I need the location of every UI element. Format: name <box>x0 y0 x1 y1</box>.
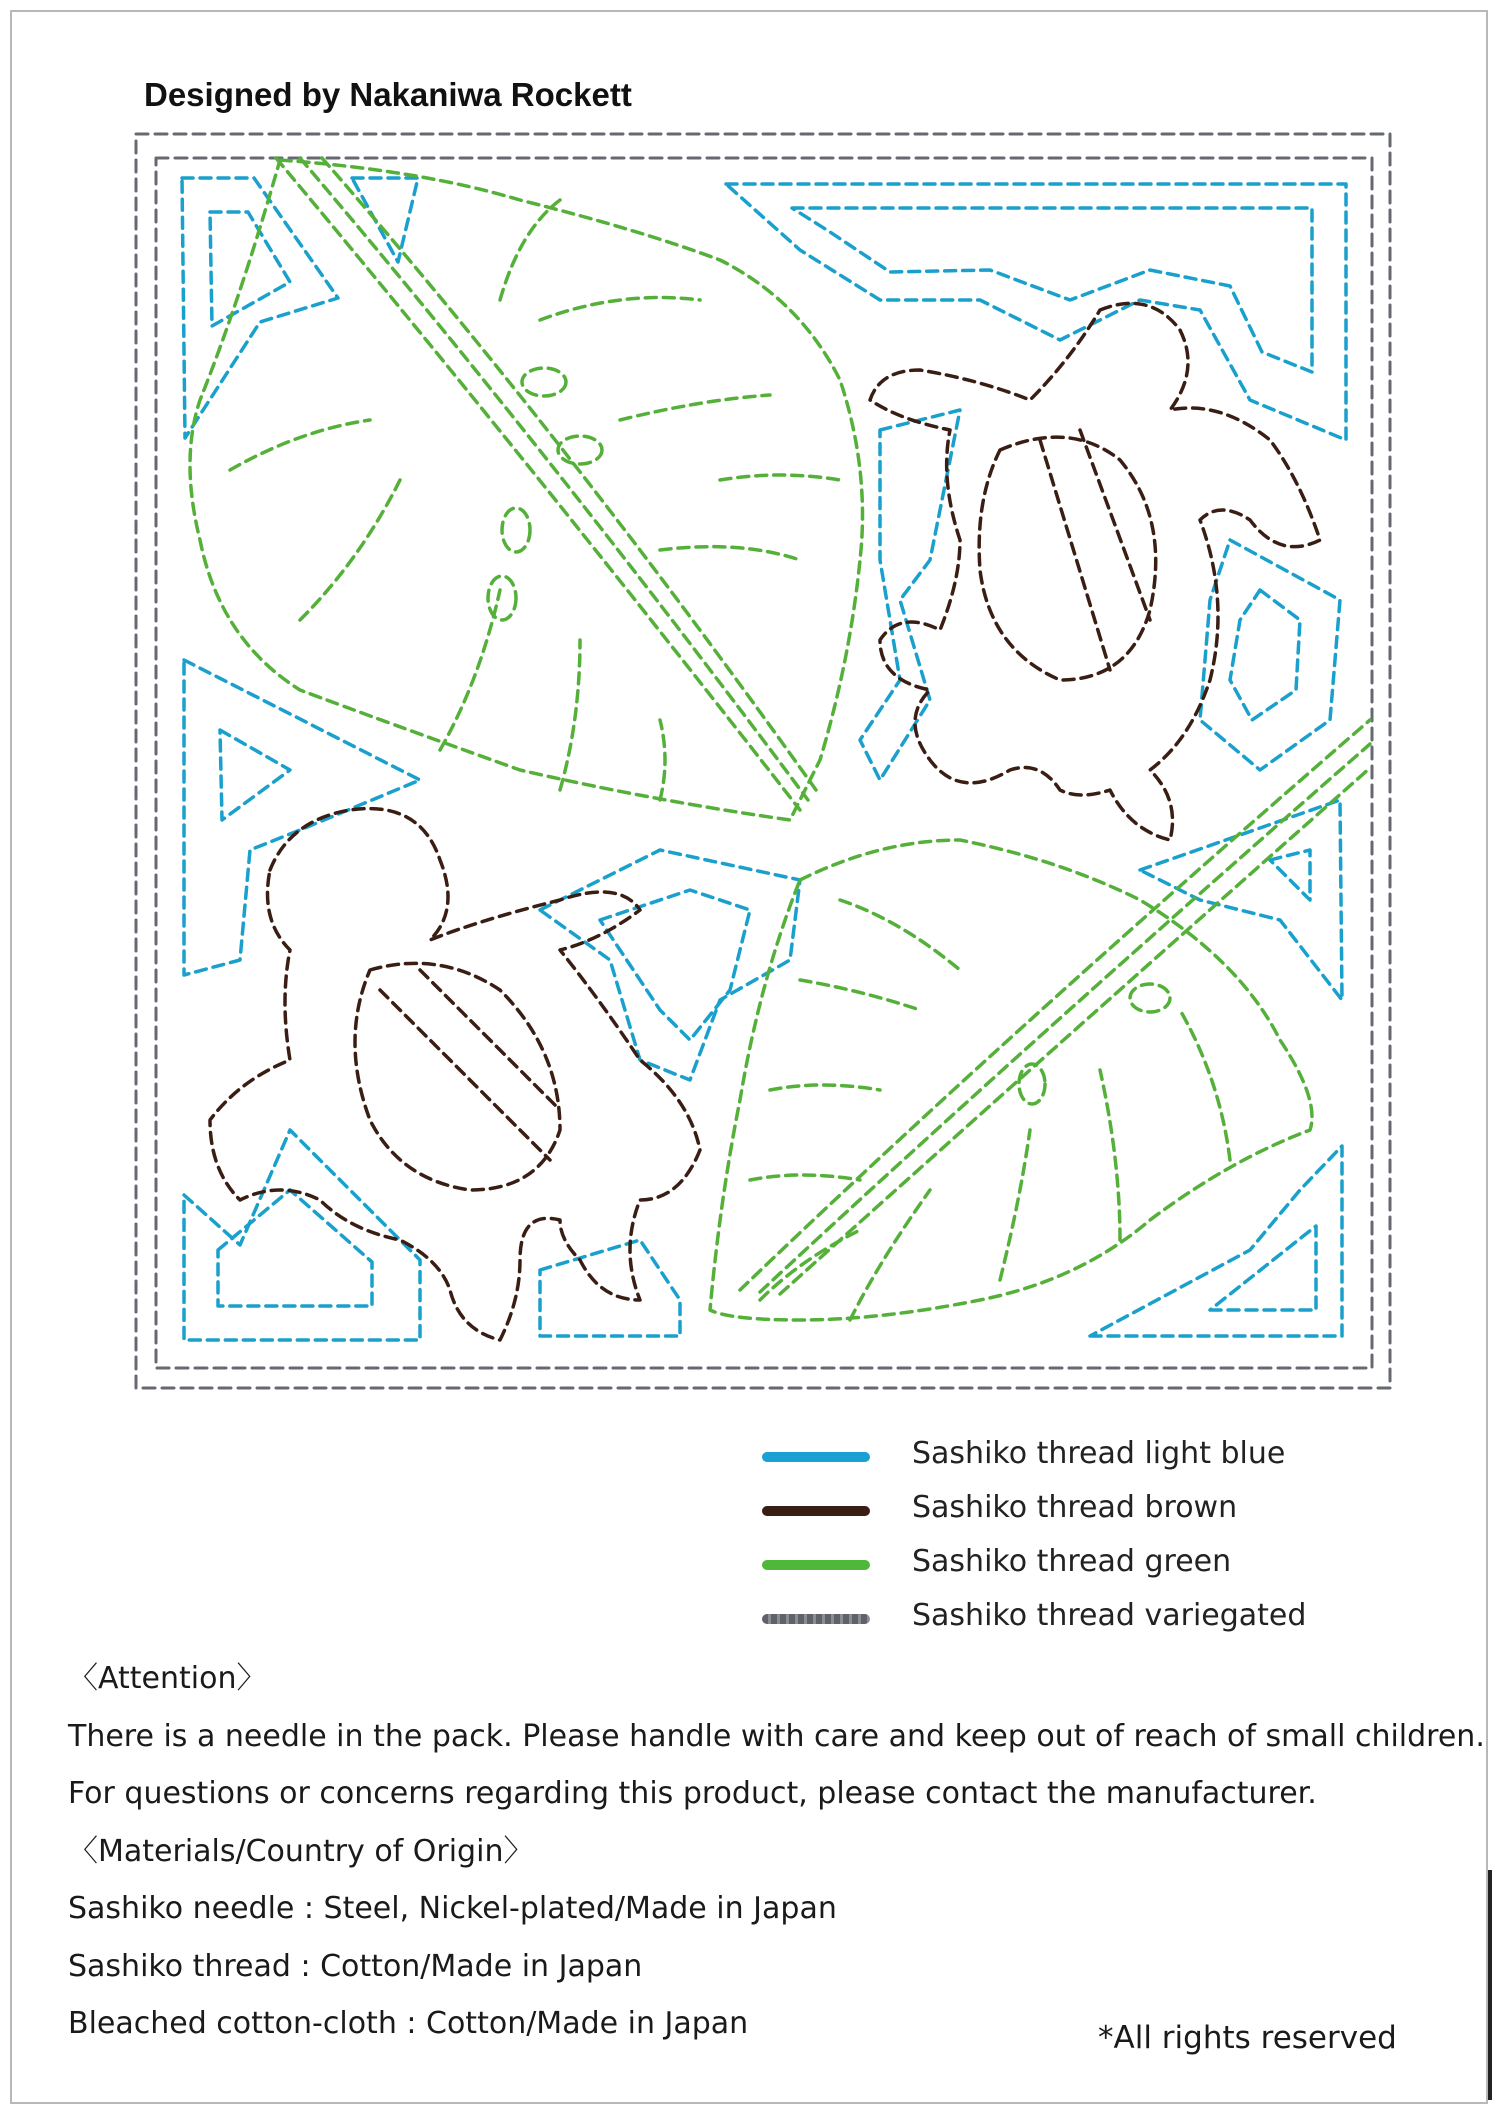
green-leaf-bottom-slit <box>840 900 960 970</box>
attention-needle-warning: There is a needle in the pack. Please handle with care and keep out of reach of small children. <box>68 1718 1485 1754</box>
blue-center-inner <box>600 890 750 1040</box>
legend-label: Sashiko thread green <box>912 1544 1232 1579</box>
legend-swatch-brown <box>762 1506 870 1516</box>
brown-turtle-lower-outline <box>210 809 700 1340</box>
scan-edge-mark <box>1488 1870 1492 2100</box>
green-leaf-top-outline <box>190 160 863 820</box>
green-leaf-bottom-slit <box>1100 1070 1120 1240</box>
green-leaf-top-slit <box>660 720 665 800</box>
blue-top-left-inner <box>210 212 290 326</box>
blue-top-left-outline <box>182 178 338 438</box>
legend-swatch-green <box>762 1560 870 1570</box>
green-leaf-bottom-slit <box>850 1190 930 1320</box>
legend-label: Sashiko thread brown <box>912 1490 1238 1525</box>
green-leaf-bottom-hole <box>1130 984 1170 1012</box>
green-leaf-bottom-hole <box>1019 1064 1045 1104</box>
rights-notice: *All rights reserved <box>1098 2020 1397 2056</box>
legend-swatch-variegated <box>762 1614 870 1624</box>
blue-center-outline <box>540 850 800 1080</box>
blue-bottom-right-inner <box>1210 1226 1316 1310</box>
blue-bottom-left-inner <box>218 1190 372 1306</box>
brown-turtle-upper-outline <box>870 303 1320 840</box>
legend-item-green <box>762 1538 1362 1592</box>
green-leaf-bottom-slit <box>1000 1130 1030 1280</box>
blue-top-right-inner <box>792 208 1312 372</box>
green-leaf-top-slit <box>620 395 770 420</box>
green-leaf-top-slit <box>300 480 400 620</box>
materials-heading: 〈Materials/Country of Origin〉 <box>68 1833 534 1869</box>
brown-turtle-upper-shell-line <box>1080 430 1150 620</box>
material-cloth: Bleached cotton-cloth : Cotton/Made in Japan <box>68 2006 749 2041</box>
green-leaf-top-stem <box>322 158 816 790</box>
blue-top-left-small <box>352 178 418 262</box>
blue-bottom-middle <box>540 1240 680 1336</box>
blue-right-lower-inner <box>1270 850 1310 900</box>
green-leaf-bottom-stem <box>780 768 1370 1294</box>
legend-item-brown <box>762 1484 1362 1538</box>
blue-right-side-outline <box>1200 540 1340 770</box>
green-leaf-top-slit <box>230 420 370 470</box>
thread-legend <box>762 1430 1362 1646</box>
green-leaf-bottom-slit <box>770 1085 880 1090</box>
brown-turtle-upper-shell-line <box>1040 440 1110 670</box>
designer-credit: Designed by Nakaniwa Rockett <box>144 76 632 113</box>
green-leaf-top-hole <box>488 576 516 620</box>
legend-item-light-blue <box>762 1430 1362 1484</box>
light-blue-stitches <box>182 178 1346 1340</box>
green-leaf-top-slit <box>720 475 840 480</box>
attention-contact: For questions or concerns regarding this product, please contact the manufacturer. <box>68 1776 1317 1811</box>
blue-right-side-inner <box>1230 590 1300 720</box>
green-leaf-top-slit <box>660 547 800 560</box>
green-leaf-bottom-slit <box>1180 1010 1230 1160</box>
green-leaf-bottom-slit <box>750 1175 860 1180</box>
green-leaf-bottom-stem <box>740 720 1370 1290</box>
blue-left-middle-inner <box>220 730 290 820</box>
blue-left-middle-outline <box>184 660 420 975</box>
blue-top-right-outline <box>726 184 1346 440</box>
legend-label: Sashiko thread light blue <box>912 1436 1286 1471</box>
green-stitches <box>190 158 1370 1320</box>
green-leaf-top-slit <box>540 298 700 321</box>
material-needle: Sashiko needle : Steel, Nickel-plated/Made in Japan <box>68 1891 837 1926</box>
legend-item-variegated <box>762 1592 1362 1646</box>
brown-stitches <box>210 303 1320 1340</box>
brown-turtle-upper-shell <box>979 437 1156 680</box>
material-thread: Sashiko thread : Cotton/Made in Japan <box>68 1948 643 1984</box>
legend-swatch-light-blue <box>762 1452 870 1462</box>
green-leaf-bottom-stem <box>760 744 1370 1292</box>
green-leaf-top-stem <box>276 158 800 810</box>
green-leaf-top-hole <box>522 368 566 396</box>
product-notes <box>68 1650 1485 2053</box>
green-leaf-bottom-outline <box>710 840 1312 1320</box>
legend-label: Sashiko thread variegated <box>912 1598 1307 1633</box>
green-leaf-top-slit <box>560 640 580 790</box>
green-leaf-top-hole <box>502 508 530 552</box>
green-leaf-bottom-slit <box>800 980 920 1010</box>
green-leaf-top-slit <box>500 200 560 300</box>
attention-heading: 〈Attention〉 <box>68 1661 267 1696</box>
